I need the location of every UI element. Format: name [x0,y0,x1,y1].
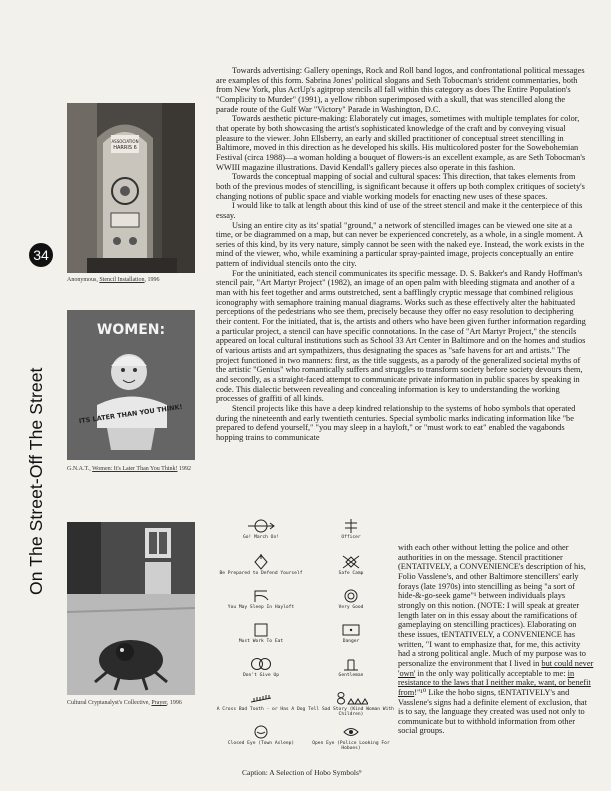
symbol-danger: Danger [306,622,396,644]
work-to-eat-icon [246,622,276,638]
symbol-cross-dog: A Cross Bad Tooth - or Has A Dog [216,690,306,712]
paragraph-hobo-symbols: Stencil projects like this have a deep kindred relationship to the systems of hobo symbols that operated during the nineteenth and early twentieth centuries. Special symbolic marks indicating information like "be prepared to defend yourself," "you may sleep in a hayloft," or "must work to eat" enabled the vagabonds hopping trains to communicate [216,403,576,442]
symbol-very-good: Very Good [306,588,396,610]
symbol-sad-story: Tell Sad Story (Kind Woman With Children) [306,690,396,718]
symbol-closed-eye: Closed Eye (Town Asleep) [216,724,306,746]
go-icon [246,518,276,534]
dont-give-up-icon [246,656,276,672]
symbol-work-to-eat: Must Work To Eat [216,622,306,644]
svg-text:ASSOCIATION: ASSOCIATION [111,139,139,144]
symbol-hayloft: You May Sleep In Hayloft [216,588,306,610]
symbol-dont-give-up: Don't Give Up [216,656,306,678]
sad-story-icon [334,690,368,706]
symbol-defend: Be Prepared to Defend Yourself [216,554,306,576]
symbol-open-eye: Open Eye (Police Looking For Hoboes) [306,724,396,752]
photo-women-subtext: ITS LATER THAN YOU THINK! [78,402,184,426]
photo-women-heading: WOMEN: [96,322,166,338]
essay-continuation: with each other without letting the police and other authorities in on the message. Stencil practitioner (ENTATIVELY, a CONVENIENCE's description of his, Folio Vasslene's, and other Baltimore stencillers' early forays (late 1970s) into stencilling as being "a sort of hide-&-go-seek game"¹ between individuals plays strongly on this notion. (NOTE: I will speak at greater length later on in this essay about the ramifications of gameplaying on stencilling practices). Elaborating on these issues, tENTATIVELY, a CONVENIENCE has written, "I want to emphasize that, for me, this activity had a strong political angle. Much of my purpose was to personalize the environment that I lived in but could never 'own' in the only way politically acceptable to me: in resistance to the laws that I neither make, want, or benefit from!"¹⁰ Like the hobo signs, tENTATIVELY's and Vasslene's signs had a definite element of exclusion, that is to say, the language they created was used not only to communicate but to withhold information from other social groups. [398,543,594,736]
officer-icon [336,518,366,534]
photo-stencil-installation [67,103,195,273]
photo-3-caption: Cultural Cryptanalyst's Collective, Prayer, 1996 [67,700,182,706]
paragraph-uninitiated: For the uninitiated, each stencil communicates its specific message. D. S. Bakker's and Randy Hoffman's stencil pair, "Art Martyr Project" (1982), an image of an open palm with bleeding stigmata and another of a man with his feet together and arms outstretched, sent a bafflingly cryptic message that combined religious iconography with semaphore training manual diagrams. Works such as these effectively alter the habituated perceptions of the pedestrians who see them, precisely because they offer no easy resolution to deciphering their content. For the initiated, that is, the artists and others who have been given further information regarding a particular project, a stencil can have specific connotations. In the case of "Art Martyr Project," the stencils appeared on local cultural institutions such as School 33 Art Center in Baltimore and on the homes and studios of various artists and art sympathizers, thus designating the spaces as "safe havens for art and artists." The project functioned in two manners: first, as the title suggests, as a parody of the generalized societal myths of the artistic "Genius" who romantically suffers and struggles to transform society before society devours them, and secondly, as a straight-faced attempt to communicate private information in public spaces by speaking in code. This dialectic between revealing and concealing information is key to understanding the working processes of graffiti of all kinds. [216,268,586,404]
cross-dog-icon [246,690,276,706]
symbol-go: Go! March On! [216,518,306,540]
side-title-text: On The Street-Off The Street [26,367,46,595]
danger-icon [336,622,366,638]
photo-women-stencil [67,310,195,460]
very-good-icon [336,588,366,604]
paragraph-spatial-ground: Using an entire city as its' spatial "ground," a network of stencilled images can be viewed one site at a time, or be diagrammed on a map, but can never be experienced concretely, as a whole, in a single moment. A series of this kind, by its very nature, simply cannot be seen with the naked eye. Instead, the work exists in the mind of the viewer, who, while examining a particular spray-painted image, projects conceptually an entire pattern of individual stencils onto the city. [216,220,585,269]
side-title [26,242,54,597]
hayloft-icon [246,588,276,604]
symbol-gentleman: Gentleman [306,656,396,678]
paragraph-centerpiece: I would like to talk at length about this kind of use of the street stencil and make it the centerpiece of this essay. [216,201,583,220]
paragraph-picture-making: Towards aesthetic picture-making: Elaborately cut images, sometimes with multiple templates for color, that operate by both showcasing the artist's sophisticated knowledge of the craft and by conveying visual pleasure to the viewer. John Ellsberry, an early and skilled practitioner of conceptual street stencilling in Baltimore, moved in this direction as he developed his skills. His multicolored poster for the Sowebohemian Festival (circa 1988)—a woman holding a bouquet of flowers-is an excellent example, as are Seth Tobocman's WWIII magazine illustrations. David Kendall's gallery pieces also operate in this fashion. [216,114,586,172]
svg-text:HARRIS 6: HARRIS 6 [113,145,137,151]
photo-2-caption: G.N.A.T., Women: It's Later Than You Think! 1992 [67,466,191,472]
essay-body [216,66,589,443]
open-eye-icon [336,724,366,740]
page-number-badge: 34 [29,243,53,267]
paragraph-advertising: Towards advertising: Gallery openings, Rock and Roll band logos, and confrontational political messages are examples of this form. Sabrina Jones' political slogans and Seth Tobocman's strident commentaries, both from New York, plus ActUp's agitprop stencils all fall within this category as does The Entire Population's "Complicity to Murder" (1991), a yellow ribbon superimposed with a skull, that was stencilled along the parade route of the Gulf War "Victory" Parade in Washington, D.C. [216,66,585,114]
photo-1-caption: Anonymous, Stencil Installation, 1996 [67,277,160,283]
closed-eye-icon [246,724,276,740]
hobo-symbols-grid [216,518,396,780]
symbol-safe-camp: Safe Camp [306,554,396,576]
safe-camp-icon [336,554,366,570]
gentleman-icon [336,656,366,672]
photo-prayer [67,522,195,695]
defend-icon [246,554,276,570]
paragraph-conceptual-mapping: Towards the conceptual mapping of social and cultural spaces: This direction, that takes elements from both of the previous modes of stencilling, is significant because it offers up both complex critiques of society's changing notions of public space and viable working models for enacting new uses of these spaces. [216,172,585,201]
symbols-caption: Caption: A Selection of Hobo Symbols⁹ [242,768,362,777]
symbol-officer: Officer [306,518,396,540]
